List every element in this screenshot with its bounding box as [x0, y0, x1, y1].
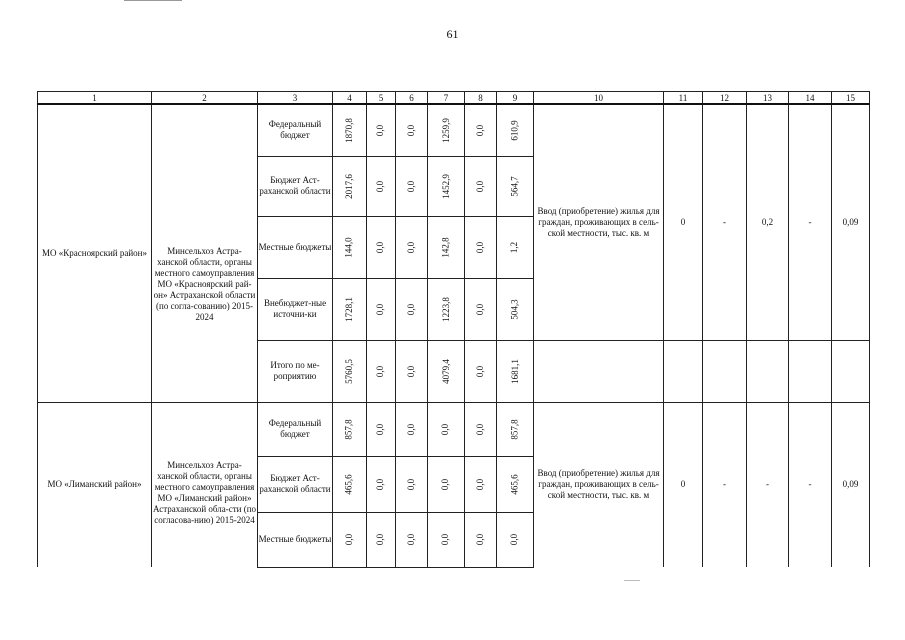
- value-cell: [465, 156, 497, 216]
- value: 1,2: [509, 241, 520, 253]
- value-cell: [396, 104, 428, 156]
- value: 0,0: [375, 303, 386, 315]
- value: 4079,4: [440, 358, 451, 384]
- value-cell: [396, 278, 428, 340]
- value: 0,0: [440, 533, 451, 546]
- value: 0,0: [475, 365, 485, 377]
- value-cell: [396, 402, 428, 456]
- municipality-cell: МО «Красноярский район»: [38, 104, 152, 402]
- value-cell: [428, 402, 465, 456]
- target-cell: -: [789, 104, 832, 340]
- col-header-7: 7: [428, 92, 465, 105]
- value: 0,0: [375, 241, 386, 253]
- value: 0,0: [344, 533, 354, 546]
- target-cell: -: [703, 402, 747, 567]
- col-header-5: 5: [367, 92, 396, 105]
- funding-source: Бюджет Аст-раханской области: [258, 156, 333, 216]
- value: 144,0: [344, 236, 354, 258]
- target-cell: -: [789, 402, 832, 567]
- value: 1223,8: [440, 296, 451, 322]
- funding-source: Федеральный бюджет: [258, 104, 333, 156]
- value-cell: [396, 340, 428, 402]
- indicator-cell: Ввод (приобретение) жилья для граждан, проживающих в сель-ской местности, тыс. кв. м: [534, 402, 664, 567]
- value-cell: [428, 156, 465, 216]
- executor-text: Минсельхоз Астра-ханской области, органы местного самоуправления МО «Лиманский район» Астраханской обла-сти (по согласова-нию) 2015-2024: [152, 459, 257, 525]
- value: 0,0: [375, 423, 386, 435]
- value: 0,0: [406, 533, 416, 546]
- executor-cell: [152, 402, 258, 567]
- executor-text: Минсельхоз Астра-ханской области, органы местного самоуправления МО «Красноярский рай-он» Астраханской области (по согла-сованию) 2015-2024: [153, 246, 256, 323]
- value: 0,0: [509, 533, 520, 546]
- value: 0,0: [475, 478, 485, 490]
- value-cell: [367, 512, 396, 567]
- value-cell: [396, 216, 428, 278]
- target-cell: -: [703, 104, 747, 340]
- value-cell: [367, 278, 396, 340]
- col-header-6: 6: [396, 92, 428, 105]
- table-row: [38, 402, 870, 456]
- col-header-9: 9: [497, 92, 534, 105]
- value: 0,0: [406, 180, 416, 192]
- value: 0,0: [406, 365, 416, 377]
- col-header-3: 3: [258, 92, 333, 105]
- value-cell: [333, 156, 367, 216]
- value: 0,0: [475, 241, 485, 253]
- value: 504,3: [509, 298, 520, 320]
- scan-mark-bottom: [624, 580, 640, 581]
- funding-source: Местные бюджеты: [258, 512, 333, 567]
- col-header-8: 8: [465, 92, 497, 105]
- col-header-10: 10: [534, 92, 664, 105]
- value-cell: [497, 156, 534, 216]
- value-cell: [465, 402, 497, 456]
- value: 1452,9: [440, 173, 451, 199]
- col-header-1: 1: [38, 92, 152, 105]
- value-cell: [497, 104, 534, 156]
- col-header-15: 15: [832, 92, 870, 105]
- value-cell: [396, 456, 428, 512]
- target-cell: 0: [664, 104, 703, 340]
- value-cell: [428, 216, 465, 278]
- value-cell: [465, 512, 497, 567]
- value-cell: [333, 278, 367, 340]
- value: 0,0: [475, 124, 485, 136]
- value: 0,0: [475, 423, 485, 435]
- value: 0,0: [375, 533, 386, 546]
- value: 0,0: [406, 423, 416, 435]
- value-cell: [428, 512, 465, 567]
- value-cell: [367, 340, 396, 402]
- empty-cell: [534, 340, 664, 402]
- value: 0,0: [475, 303, 485, 315]
- value: 0,0: [406, 241, 416, 253]
- value: 0,0: [375, 180, 386, 192]
- value-cell: [367, 156, 396, 216]
- indicator-cell: Ввод (приобретение) жилья для граждан, проживающих в сель-ской местности, тыс. кв. м: [534, 104, 664, 340]
- value: 1870,8: [344, 117, 354, 143]
- municipality-cell: МО «Лиманский район»: [38, 402, 152, 567]
- value-cell: [367, 402, 396, 456]
- funding-source: Итого по ме-роприятию: [258, 340, 333, 402]
- target-cell: 0,09: [832, 402, 870, 567]
- page-number: 61: [446, 27, 459, 41]
- value: 465,6: [509, 473, 520, 495]
- value: 142,8: [440, 236, 451, 258]
- col-header-4: 4: [333, 92, 367, 105]
- value-cell: [396, 156, 428, 216]
- value: 1681,1: [509, 358, 520, 384]
- value-cell: [465, 216, 497, 278]
- value-cell: [367, 216, 396, 278]
- value-cell: [465, 456, 497, 512]
- col-header-13: 13: [747, 92, 789, 105]
- col-header-14: 14: [789, 92, 832, 105]
- empty-cell: [664, 340, 703, 402]
- empty-cell: [747, 340, 789, 402]
- value-cell: [396, 512, 428, 567]
- value: 0,0: [375, 478, 386, 490]
- value-cell: [428, 340, 465, 402]
- value-cell: [497, 278, 534, 340]
- value-cell: [465, 104, 497, 156]
- value-cell: [333, 456, 367, 512]
- value-cell: [333, 512, 367, 567]
- value-cell: [428, 104, 465, 156]
- value: 0,0: [406, 478, 416, 490]
- value: 564,7: [509, 175, 520, 197]
- col-header-11: 11: [664, 92, 703, 105]
- executor-cell: [152, 104, 258, 402]
- value-cell: [428, 278, 465, 340]
- funding-source: Внебюджет-ные источни-ки: [258, 278, 333, 340]
- target-cell: -: [747, 402, 789, 567]
- value: 0,0: [440, 478, 451, 490]
- table-row: [38, 104, 870, 156]
- empty-cell: [703, 340, 747, 402]
- value: 857,8: [344, 418, 354, 440]
- value-cell: [465, 278, 497, 340]
- scan-mark-top: [124, 0, 182, 1]
- target-cell: 0,2: [747, 104, 789, 340]
- funding-source: Бюджет Аст-раханской области: [258, 456, 333, 512]
- value: 857,8: [509, 418, 520, 440]
- value-cell: [333, 340, 367, 402]
- value-cell: [333, 104, 367, 156]
- value: 0,0: [406, 303, 416, 315]
- value: 0,0: [475, 180, 485, 192]
- value: 610,9: [509, 120, 520, 141]
- value: 465,6: [344, 473, 354, 495]
- value-cell: [497, 512, 534, 567]
- empty-cell: [789, 340, 832, 402]
- value-cell: [367, 104, 396, 156]
- value-cell: [497, 340, 534, 402]
- col-header-2: 2: [152, 92, 258, 105]
- target-cell: 0,09: [832, 104, 870, 340]
- value: 0,0: [440, 423, 451, 435]
- funding-source: Местные бюджеты: [258, 216, 333, 278]
- value: 0,0: [375, 124, 386, 136]
- funding-source: Федеральный бюджет: [258, 402, 333, 456]
- value: 0,0: [475, 533, 485, 546]
- value-cell: [428, 456, 465, 512]
- value: 1259,9: [440, 117, 451, 143]
- header-row: [38, 92, 870, 105]
- value: 0,0: [375, 365, 386, 377]
- value-cell: [497, 216, 534, 278]
- value-cell: [497, 456, 534, 512]
- value-cell: [333, 402, 367, 456]
- value-cell: [367, 456, 396, 512]
- value: 2017,6: [344, 173, 354, 199]
- program-table: [37, 91, 870, 568]
- value: 1728,1: [344, 296, 354, 322]
- value-cell: [465, 340, 497, 402]
- value-cell: [333, 216, 367, 278]
- col-header-12: 12: [703, 92, 747, 105]
- value: 5760,5: [344, 358, 354, 384]
- target-cell: 0: [664, 402, 703, 567]
- empty-cell: [832, 340, 870, 402]
- value: 0,0: [406, 124, 416, 136]
- value-cell: [497, 402, 534, 456]
